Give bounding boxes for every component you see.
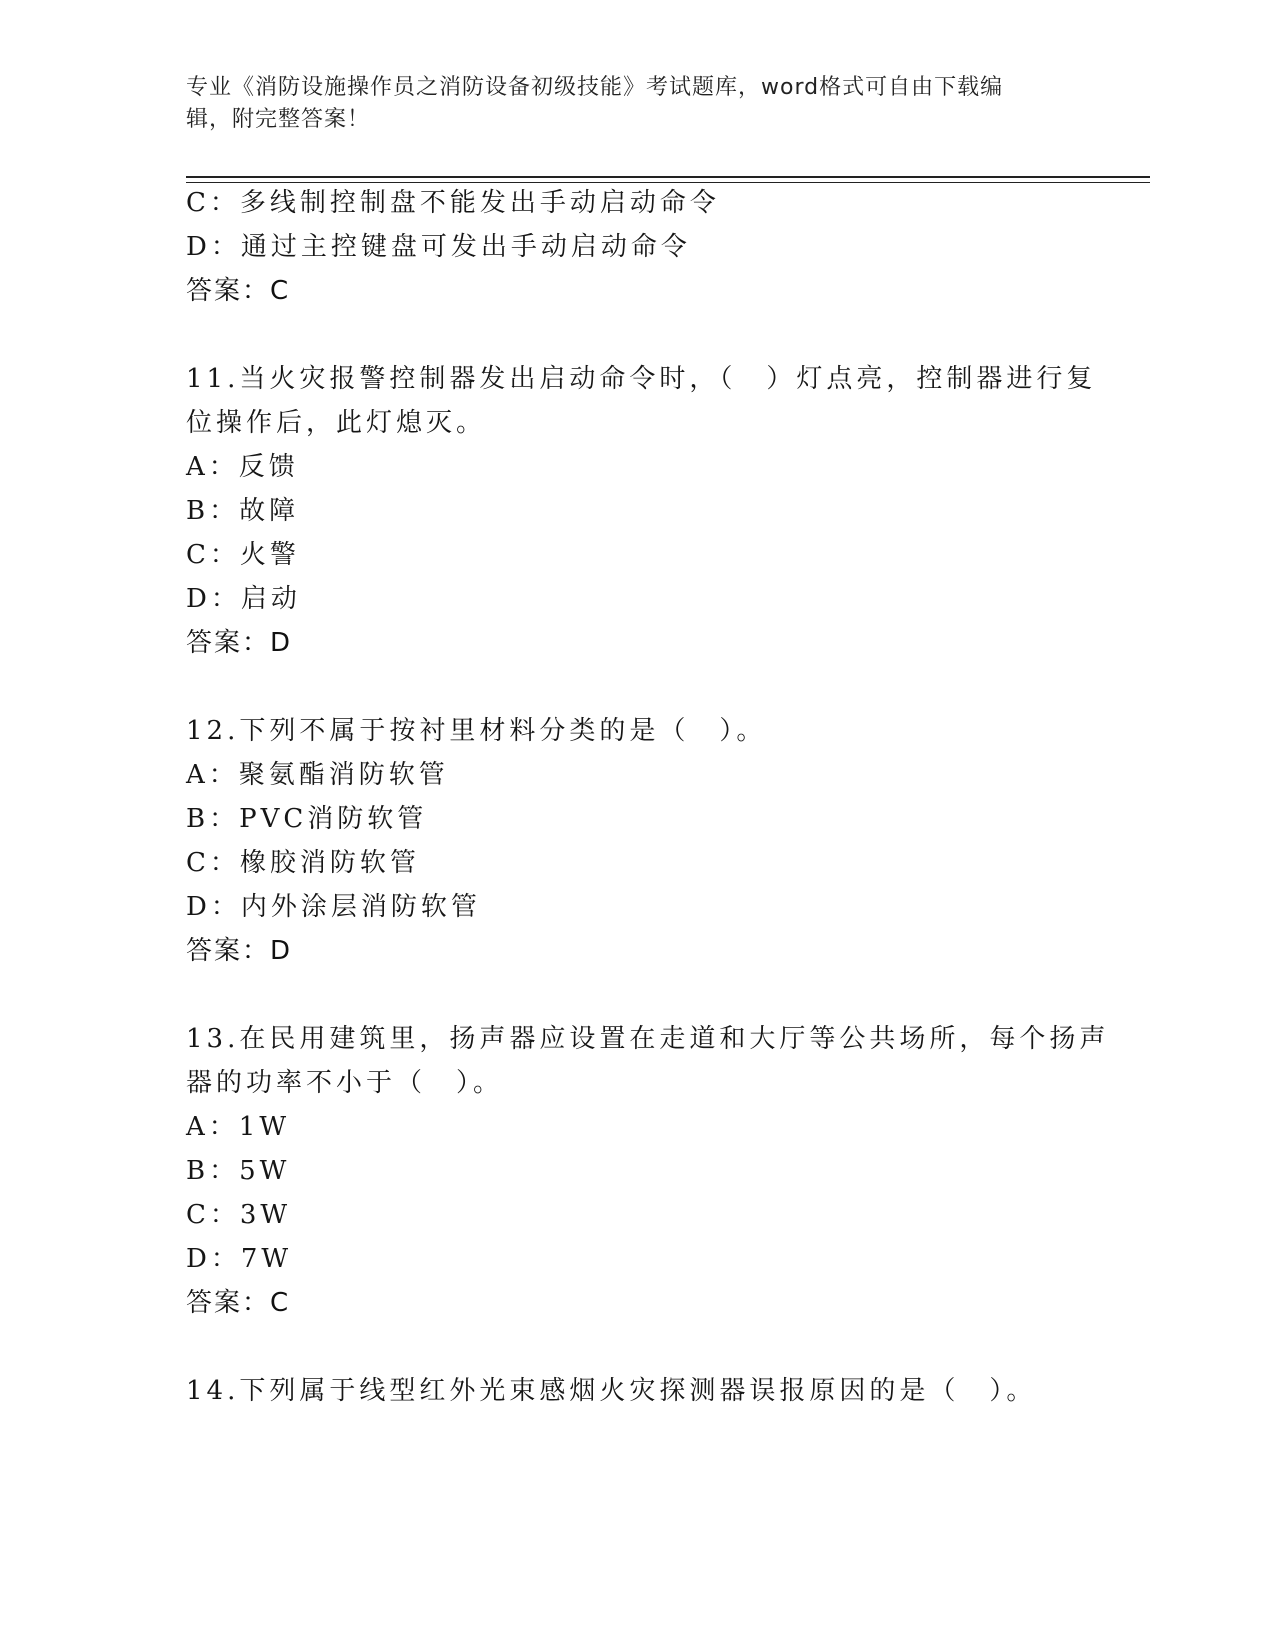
q10-answer: 答案：C bbox=[186, 276, 291, 306]
q13-option-a: A：1W bbox=[186, 1112, 291, 1142]
q12-option-b: B：PVC消防软管 bbox=[186, 804, 428, 834]
q12-answer: 答案：D bbox=[186, 936, 293, 966]
header-divider-thick bbox=[186, 176, 1150, 178]
q10-option-d: D：通过主控键盘可发出手动启动命令 bbox=[186, 232, 691, 262]
q13-option-c: C：3W bbox=[186, 1200, 292, 1230]
q13-option-b: B：5W bbox=[186, 1156, 291, 1186]
q12-option-d: D：内外涂层消防软管 bbox=[186, 892, 481, 922]
q11-option-a: A：反馈 bbox=[186, 452, 299, 482]
header-divider-thin bbox=[186, 182, 1150, 183]
q13-answer: 答案：C bbox=[186, 1288, 291, 1318]
header-line-1: 专业《消防设施操作员之消防设备初级技能》考试题库，word格式可自由下载编 bbox=[186, 75, 1004, 100]
q11-option-d: D：启动 bbox=[186, 584, 301, 614]
q11-stem-line-2: 位操作后，此灯熄灭。 bbox=[186, 408, 487, 438]
q13-stem-line-2: 器的功率不小于（ ）。 bbox=[186, 1068, 504, 1098]
q12-option-c: C：橡胶消防软管 bbox=[186, 848, 420, 878]
q13-option-d: D：7W bbox=[186, 1244, 293, 1274]
q12-option-a: A：聚氨酯消防软管 bbox=[186, 760, 449, 790]
q10-option-c: C：多线制控制盘不能发出手动启动命令 bbox=[186, 188, 720, 218]
q13-stem-line-1: 13.在民用建筑里，扬声器应设置在走道和大厅等公共场所，每个扬声 bbox=[186, 1024, 1110, 1054]
q12-stem-line-1: 12.下列不属于按衬里材料分类的是（ ）。 bbox=[186, 716, 767, 746]
q11-option-c: C：火警 bbox=[186, 540, 300, 570]
q11-stem-line-1: 11.当火灾报警控制器发出启动命令时，（ ）灯点亮，控制器进行复 bbox=[186, 364, 1097, 394]
q11-option-b: B：故障 bbox=[186, 496, 300, 526]
q11-answer: 答案：D bbox=[186, 628, 293, 658]
document-header bbox=[186, 72, 1076, 136]
q14-stem-line-1: 14.下列属于线型红外光束感烟火灾探测器误报原因的是（ ）。 bbox=[186, 1376, 1037, 1406]
header-line-2: 辑，附完整答案！ bbox=[186, 107, 371, 132]
